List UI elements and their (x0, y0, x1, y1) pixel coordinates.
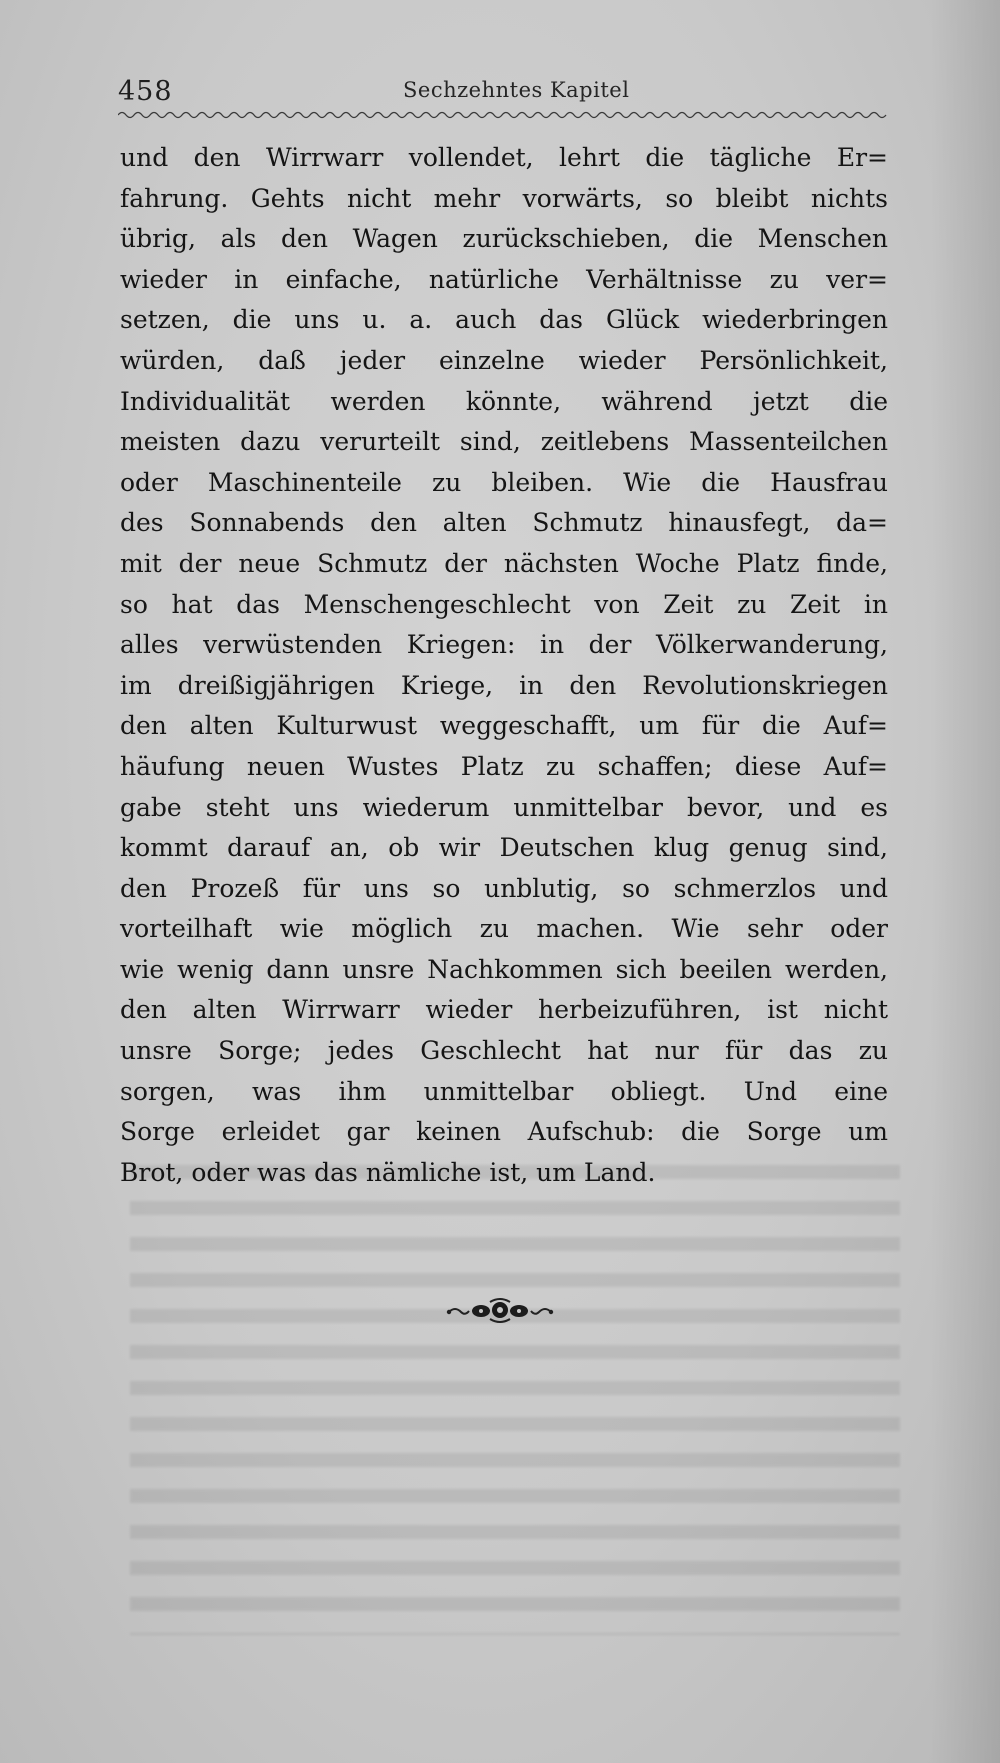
running-head: Sechzehntes Kapitel (403, 78, 630, 102)
text-line: sorgen, was ihm unmittelbar obliegt. Und eine (120, 1076, 888, 1106)
show-through-bleed (130, 1165, 900, 1635)
text-line: im dreißigjährigen Kriege, in den Revolutionskriegen (120, 670, 888, 700)
page-number: 458 (118, 76, 173, 107)
text-line: übrig, als den Wagen zurückschieben, die Menschen (120, 224, 888, 254)
text-line: so hat das Menschengeschlecht von Zeit zu Zeit in (120, 589, 888, 619)
text-line: vorteilhaft wie möglich zu machen. Wie sehr oder (120, 914, 888, 944)
text-line: meisten dazu verurteilt sind, zeitlebens Massenteilchen (120, 427, 888, 457)
text-line: setzen, die uns u. a. auch das Glück wiederbringen (120, 305, 888, 335)
page-edge-shadow (930, 0, 1000, 1763)
text-line: alles verwüstenden Kriegen: in der Völkerwanderung, (120, 630, 888, 660)
header-wavy-rule (118, 110, 888, 120)
text-line: Sorge erleidet gar keinen Aufschub: die Sorge um (120, 1117, 888, 1147)
text-line: wie wenig dann unsre Nachkommen sich beeilen werden, (120, 954, 888, 984)
text-line: oder Maschinenteile zu bleiben. Wie die Hausfrau (120, 467, 888, 497)
text-line: gabe steht uns wiederum unmittelbar bevor, und es (120, 792, 888, 822)
text-line: unsre Sorge; jedes Geschlecht hat nur für das zu (120, 1036, 888, 1066)
text-line: den Prozeß für uns so unblutig, so schmerzlos und (120, 873, 888, 903)
text-line: wieder in einfache, natürliche Verhältnisse zu ver= (120, 264, 888, 294)
floral-vignette-icon (445, 1296, 555, 1326)
text-line: des Sonnabends den alten Schmutz hinausfegt, da= (120, 508, 888, 538)
text-line: und den Wirrwarr vollendet, lehrt die tägliche Er= (120, 143, 888, 172)
text-line: häufung neuen Wustes Platz zu schaffen; diese Auf= (120, 751, 888, 781)
page-header (118, 76, 888, 112)
text-line: den alten Wirrwarr wieder herbeizuführen, ist nicht (120, 995, 888, 1025)
text-line: würden, daß jeder einzelne wieder Persönlichkeit, (120, 345, 888, 375)
text-line: mit der neue Schmutz der nächsten Woche Platz finde, (120, 548, 888, 578)
body-text (120, 138, 888, 1193)
text-line: Individualität werden könnte, während jetzt die (120, 386, 888, 416)
text-line: den alten Kulturwust weggeschafft, um für die Auf= (120, 711, 888, 741)
text-line: fahrung. Gehts nicht mehr vorwärts, so bleibt nichts (120, 183, 888, 213)
text-line-last: Brot, oder was das nämliche ist, um Land. (120, 1157, 656, 1187)
text-line: kommt darauf an, ob wir Deutschen klug genug sind, (120, 833, 888, 863)
